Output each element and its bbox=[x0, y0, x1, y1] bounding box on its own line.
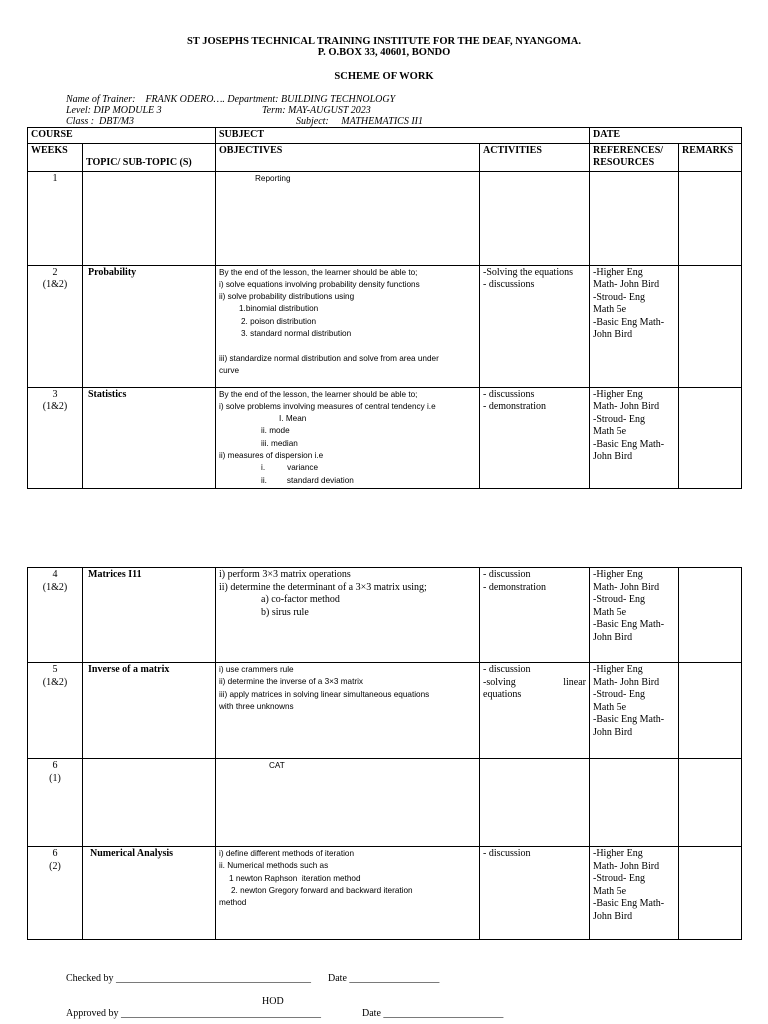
week-cell: 1 bbox=[28, 171, 83, 265]
objectives-cell: Reporting bbox=[216, 171, 480, 265]
references-cell bbox=[590, 171, 679, 265]
institution-address: P. O.BOX 33, 40601, BONDO bbox=[317, 47, 451, 58]
remarks-cell bbox=[679, 847, 742, 940]
header-remarks: REMARKS bbox=[679, 143, 742, 171]
objectives-cell: By the end of the lesson, the learner should be able to; i) solve problems involving measures of central tendency i.e I. Mean ii. mode iii. median ii) measures of dispersion i.e i. variance ii. standard deviation bbox=[216, 387, 480, 488]
table-row bbox=[28, 663, 742, 759]
topic-cell bbox=[83, 759, 216, 847]
date-line-1: Date __________________ bbox=[328, 973, 440, 984]
document-title: SCHEME OF WORK bbox=[334, 71, 434, 82]
remarks-cell bbox=[679, 663, 742, 759]
topic-cell: Probability bbox=[83, 265, 216, 387]
header-objectives: OBJECTIVES bbox=[216, 143, 480, 171]
class: Class : DBT/M3 bbox=[66, 116, 135, 127]
checked-by-line: Checked by _______________________________________ bbox=[66, 973, 311, 984]
week-cell: 6 (2) bbox=[28, 847, 83, 940]
date-line-2: Date ________________________ bbox=[362, 1008, 504, 1019]
term: Term: MAY-AUGUST 2023 bbox=[262, 105, 371, 116]
references-cell: -Higher Eng Math- John Bird -Stroud- Eng Math 5e -Basic Eng Math- John Bird bbox=[590, 265, 679, 387]
header-references: REFERENCES/ RESOURCES bbox=[590, 143, 679, 171]
references-cell: -Higher Eng Math- John Bird -Stroud- Eng Math 5e -Basic Eng Math- John Bird bbox=[590, 663, 679, 759]
header-course: COURSE bbox=[28, 128, 216, 144]
objectives-cell: i) perform 3×3 matrix operations ii) determine the determinant of a 3×3 matrix using; a) co-factor method b) sirus rule bbox=[216, 568, 480, 663]
table-row bbox=[28, 171, 742, 265]
subject: Subject: MATHEMATICS II1 bbox=[296, 116, 424, 127]
header-subject: SUBJECT bbox=[216, 128, 590, 144]
topic-cell: Statistics bbox=[83, 387, 216, 488]
references-cell bbox=[590, 759, 679, 847]
activities-cell: - discussion bbox=[480, 847, 590, 940]
header-date: DATE bbox=[590, 128, 742, 144]
objectives-cell: CAT bbox=[216, 759, 480, 847]
topic-cell bbox=[83, 171, 216, 265]
objectives-cell: i) use crammers rule ii) determine the inverse of a 3×3 matrix iii) apply matrices in solving linear simultaneous equations with three unknowns bbox=[216, 663, 480, 759]
trainer-department: Name of Trainer: FRANK ODERO…. Department: BUILDING TECHNOLOGY bbox=[66, 94, 396, 105]
week-cell: 5 (1&2) bbox=[28, 663, 83, 759]
remarks-cell bbox=[679, 568, 742, 663]
header-topic: TOPIC/ SUB-TOPIC (S) bbox=[83, 143, 216, 171]
topic-cell: Numerical Analysis bbox=[83, 847, 216, 940]
remarks-cell bbox=[679, 387, 742, 488]
table-row bbox=[28, 265, 742, 387]
references-cell: -Higher Eng Math- John Bird -Stroud- Eng Math 5e -Basic Eng Math- John Bird bbox=[590, 847, 679, 940]
activities-cell: - discussion -solving linear equations bbox=[480, 663, 590, 759]
week-cell: 2 (1&2) bbox=[28, 265, 83, 387]
week-cell: 6 (1) bbox=[28, 759, 83, 847]
references-cell: -Higher Eng Math- John Bird -Stroud- Eng Math 5e -Basic Eng Math- John Bird bbox=[590, 387, 679, 488]
topic-cell: Inverse of a matrix bbox=[83, 663, 216, 759]
scheme-table-1 bbox=[27, 127, 742, 489]
header-activities: ACTIVITIES bbox=[480, 143, 590, 171]
activities-cell: - discussions - demonstration bbox=[480, 387, 590, 488]
table-row bbox=[28, 387, 742, 488]
activities-cell bbox=[480, 759, 590, 847]
hod-label: HOD bbox=[262, 996, 284, 1007]
remarks-cell bbox=[679, 759, 742, 847]
week-cell: 3 (1&2) bbox=[28, 387, 83, 488]
references-cell: -Higher Eng Math- John Bird -Stroud- Eng Math 5e -Basic Eng Math- John Bird bbox=[590, 568, 679, 663]
level: Level: DIP MODULE 3 bbox=[66, 105, 162, 116]
approved-by-line: Approved by ________________________________________ bbox=[66, 1008, 321, 1019]
table-row bbox=[28, 847, 742, 940]
activities-cell bbox=[480, 171, 590, 265]
header-weeks: WEEKS bbox=[28, 143, 83, 171]
objectives-cell: i) define different methods of iteration ii. Numerical methods such as 1 newton Raphson iteration method 2. newton Gregory forward and backward iteration method bbox=[216, 847, 480, 940]
remarks-cell bbox=[679, 171, 742, 265]
institution-name: ST JOSEPHS TECHNICAL TRAINING INSTITUTE FOR THE DEAF, NYANGOMA. bbox=[186, 36, 582, 47]
remarks-cell bbox=[679, 265, 742, 387]
activities-cell: -Solving the equations - discussions bbox=[480, 265, 590, 387]
topic-cell: Matrices I11 bbox=[83, 568, 216, 663]
table-row bbox=[28, 759, 742, 847]
scheme-table-2 bbox=[27, 567, 742, 940]
week-cell: 4 (1&2) bbox=[28, 568, 83, 663]
objectives-cell: By the end of the lesson, the learner should be able to; i) solve equations involving probability density functions ii) solve probability distributions using 1.binomial distribution 2. poison distribution 3. standard normal distribution iii) standardize normal distribution and solve from area under curve bbox=[216, 265, 480, 387]
activities-cell: - discussion - demonstration bbox=[480, 568, 590, 663]
table-row bbox=[28, 568, 742, 663]
